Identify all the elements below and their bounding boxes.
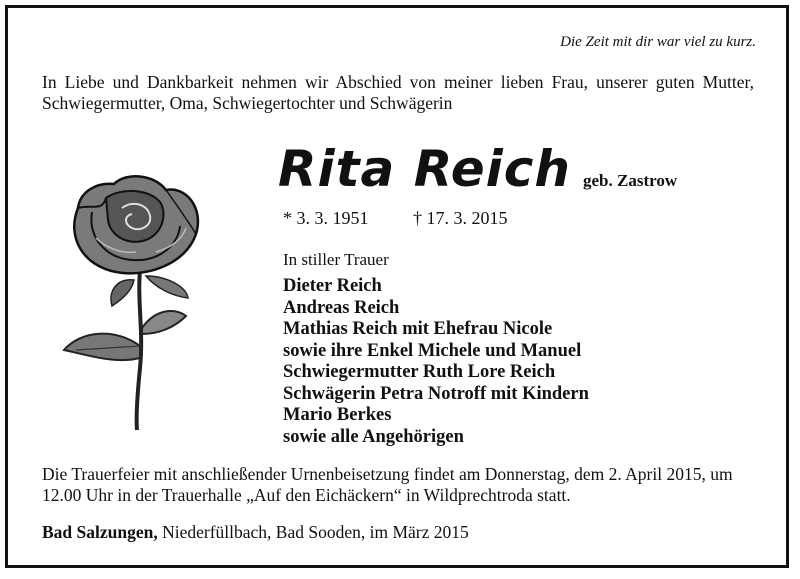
- mourner-name: Andreas Reich: [283, 297, 400, 318]
- location-line: [42, 522, 469, 543]
- intro-text: In Liebe und Dankbarkeit nehmen wir Abschied von meiner lieben Frau, unserer guten Mutter, Schwiegermutter, Oma, Schwiegertochter und Schwägerin: [42, 72, 754, 113]
- mourner-name: sowie ihre Enkel Michele und Manuel: [283, 340, 582, 361]
- funeral-details: Die Trauerfeier mit anschließender Urnenbeisetzung findet am Donnerstag, dem 2. April 2015, um 12.00 Uhr in der Trauerhalle „Auf den Eichäckern“ in Wildprechtroda statt.: [42, 464, 733, 505]
- location-rest: Niederfüllbach, Bad Sooden, im März 2015: [157, 522, 469, 542]
- motto: Die Zeit mit dir war viel zu kurz.: [560, 34, 756, 50]
- birth-date: * 3. 3. 1951: [283, 208, 369, 228]
- maiden-name: geb. Zastrow: [582, 171, 678, 190]
- death-date: † 17. 3. 2015: [413, 208, 508, 228]
- mourner-name: sowie alle Angehörigen: [283, 426, 464, 447]
- mourner-name: Schwägerin Petra Notroff mit Kindern: [283, 383, 589, 404]
- deceased-name: Rita Reich: [278, 140, 571, 198]
- mourners-list: [283, 276, 589, 448]
- mourner-name: Mathias Reich mit Ehefrau Nicole: [283, 319, 553, 339]
- life-dates: [283, 208, 508, 229]
- location-town: Bad Salzungen,: [42, 522, 158, 542]
- mourner-name: Schwiegermutter Ruth Lore Reich: [283, 362, 556, 382]
- mourning-label: In stiller Trauer: [283, 250, 389, 269]
- mourner-name: Mario Berkes: [283, 405, 392, 425]
- mourner-name: Dieter Reich: [283, 276, 382, 296]
- rose-icon: [36, 168, 216, 438]
- deceased-name-row: [278, 140, 677, 198]
